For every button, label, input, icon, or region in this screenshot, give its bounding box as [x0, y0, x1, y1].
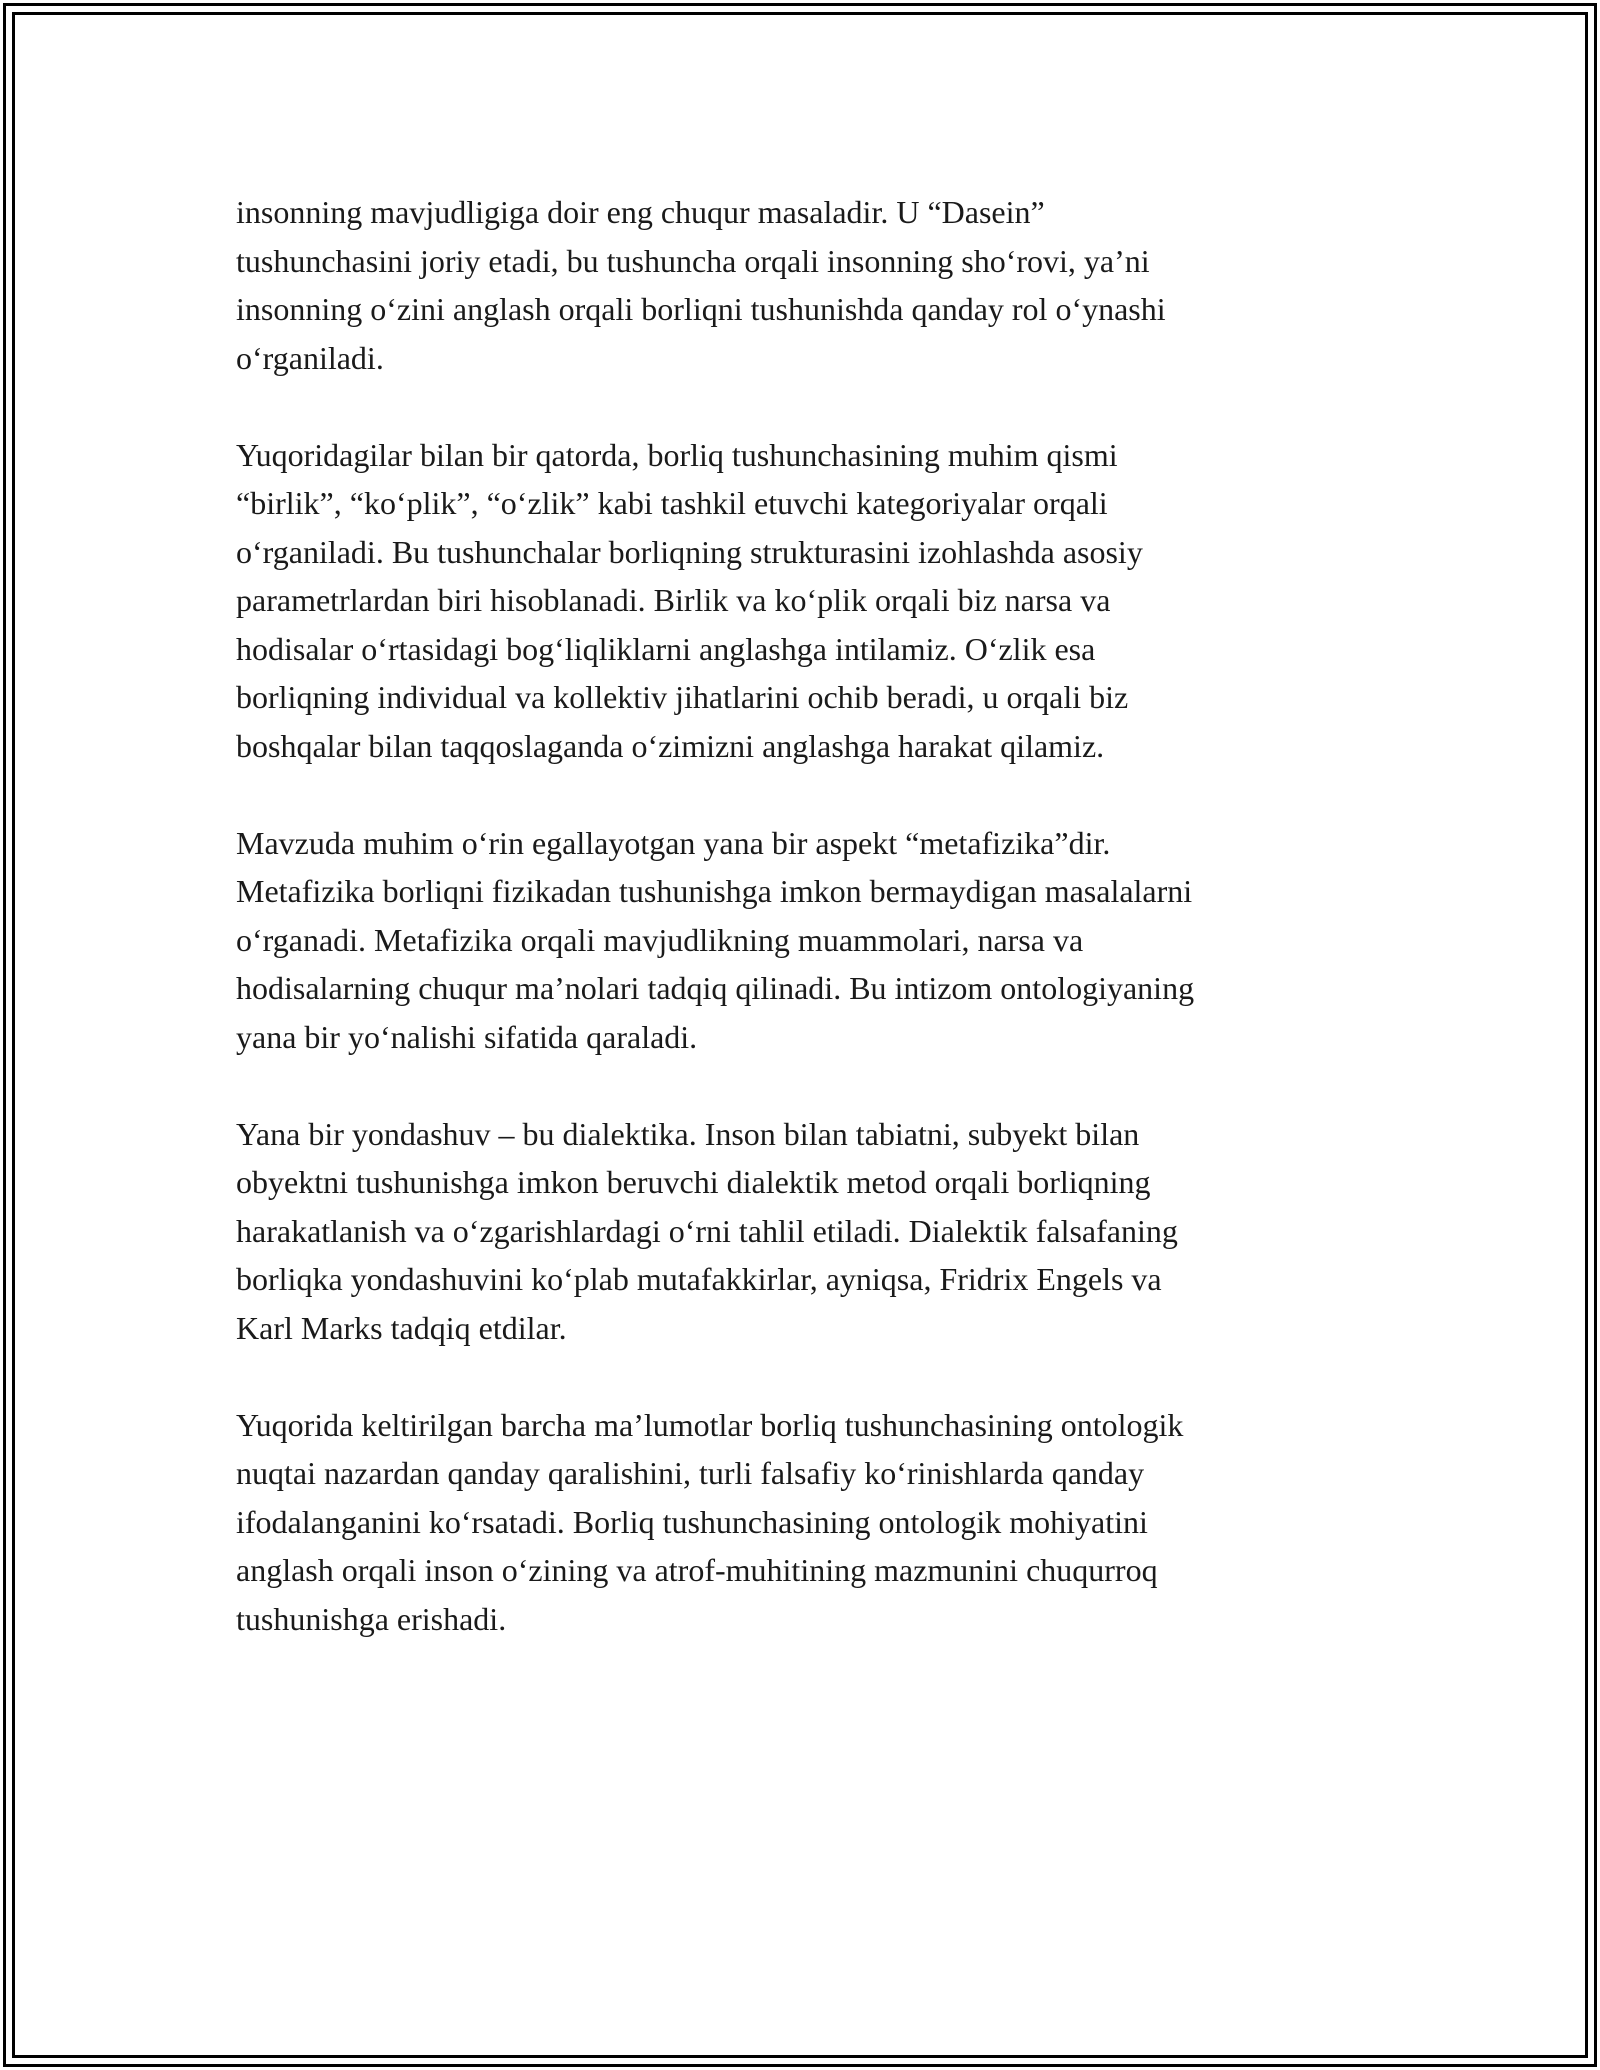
- text-line: “birlik”, “ko‘plik”, “o‘zlik” kabi tashkil etuvchi kategoriyalar orqali: [236, 485, 1108, 521]
- text-line: parametrlardan biri hisoblanadi. Birlik va ko‘plik orqali biz narsa va: [236, 582, 1111, 618]
- paragraph-conclusion: [236, 1401, 1396, 1644]
- paragraph-metaphysics: [236, 819, 1396, 1062]
- paragraph-categories: [236, 431, 1396, 771]
- text-line: Karl Marks tadqiq etdilar.: [236, 1309, 567, 1346]
- text-line: hodisalarning chuqur ma’nolari tadqiq qilinadi. Bu intizom ontologiyaning: [236, 970, 1195, 1006]
- paragraph-dialectics: [236, 1110, 1396, 1353]
- text-line: tushunishga erishadi.: [236, 1600, 507, 1637]
- document-body: [236, 188, 1396, 1692]
- text-line: insonning o‘zini anglash orqali borliqni tushunishda qanday rol o‘ynashi: [236, 291, 1166, 327]
- text-line: borliqning individual va kollektiv jihatlarini ochib beradi, u orqali biz: [236, 679, 1129, 715]
- text-line: anglash orqali inson o‘zining va atrof-muhitining mazmunini chuqurroq: [236, 1552, 1158, 1588]
- text-line: o‘rganiladi. Bu tushunchalar borliqning strukturasini izohlashda asosiy: [236, 533, 1143, 570]
- text-line: boshqalar bilan taqqoslaganda o‘zimizni anglashga harakat qilamiz.: [236, 727, 1105, 764]
- text-line: borliqka yondashuvini ko‘plab mutafakkirlar, ayniqsa, Fridrix Engels va: [236, 1261, 1162, 1297]
- text-line: Yana bir yondashuv – bu dialektika. Inson bilan tabiatni, subyekt bilan: [236, 1115, 1140, 1152]
- text-line: o‘rganadi. Metafizika orqali mavjudlikning muammolari, narsa va: [236, 921, 1084, 958]
- text-line: Yuqoridagilar bilan bir qatorda, borliq tushunchasining muhim qismi: [236, 436, 1118, 473]
- text-line: yana bir yo‘nalishi sifatida qaraladi.: [236, 1018, 698, 1055]
- text-line: o‘rganiladi.: [236, 339, 384, 376]
- text-line: insonning mavjudligiga doir eng chuqur masaladir. U “Dasein”: [236, 194, 1045, 230]
- text-line: Yuqorida keltirilgan barcha ma’lumotlar borliq tushunchasining ontologik: [236, 1406, 1184, 1443]
- text-line: harakatlanish va o‘zgarishlardagi o‘rni tahlil etiladi. Dialektik falsafaning: [236, 1212, 1178, 1249]
- text-line: nuqtai nazardan qanday qaralishini, turli falsafiy ko‘rinishlarda qanday: [236, 1455, 1145, 1491]
- text-line: tushunchasini joriy etadi, bu tushuncha orqali insonning sho‘rovi, ya’ni: [236, 242, 1150, 279]
- text-line: Mavzuda muhim o‘rin egallayotgan yana bir aspekt “metafizika”dir.: [236, 824, 1111, 861]
- paragraph-dasein: [236, 188, 1396, 382]
- text-line: ifodalanganini ko‘rsatadi. Borliq tushunchasining ontologik mohiyatini: [236, 1503, 1148, 1540]
- text-line: obyektni tushunishga imkon beruvchi dialektik metod orqali borliqning: [236, 1164, 1151, 1200]
- text-line: Metafizika borliqni fizikadan tushunishga imkon bermaydigan masalalarni: [236, 873, 1193, 909]
- text-line: hodisalar o‘rtasidagi bog‘liqliklarni anglashga intilamiz. O‘zlik esa: [236, 630, 1096, 667]
